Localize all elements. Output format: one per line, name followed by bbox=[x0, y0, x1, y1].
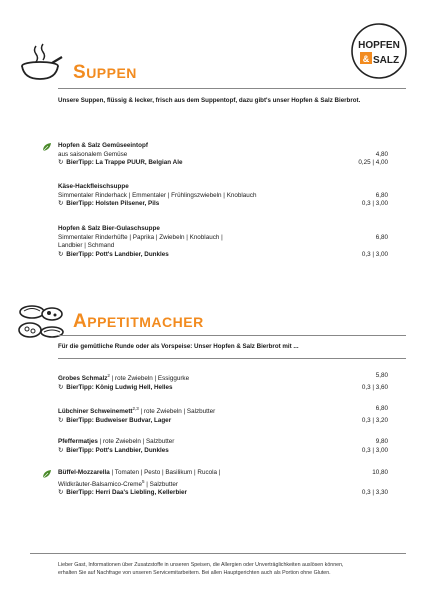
item-desc: Simmentaler Rinderhüfte | Paprika | Zwiebeln | Knoblauch | bbox=[58, 233, 223, 241]
suppen-intro: Unsere Suppen, flüssig & lecker, frisch aus dem Suppentopf, dazu gibt's unser Hopfen & Salz Bierbrot. bbox=[58, 97, 361, 104]
footer-note bbox=[58, 561, 408, 577]
beer-price: 0,3 | 3,00 bbox=[361, 446, 388, 454]
item-name: Pfeffermatjes bbox=[58, 438, 98, 445]
beer-tip: ↻ BierTipp: Herri Daa's Liebling, Kellerbier bbox=[58, 489, 187, 496]
soup-bowl-icon bbox=[18, 42, 64, 82]
item-price: 6,80 bbox=[375, 191, 388, 199]
beer-tip: ↻ BierTipp: König Ludwig Hell, Helles bbox=[58, 384, 173, 391]
footer-line: erhalten Sie auf Nachfrage von unseren Servicemitarbeitern. Bei allen Hauptgerichten auch als Portion ohne Gluten. bbox=[58, 570, 331, 576]
item-price: 4,80 bbox=[375, 150, 388, 158]
beer-tip: ↻ BierTipp: Pott's Landbier, Dunkles bbox=[58, 447, 169, 454]
item-desc: | Tomaten | Pesto | Basilikum | Rucola | bbox=[109, 469, 221, 476]
menu-item bbox=[58, 372, 388, 392]
item-desc: Landbier | Schmand bbox=[58, 242, 115, 250]
item-desc: | Salzbutter bbox=[144, 480, 178, 488]
beer-price: 0,3 | 3,30 bbox=[361, 489, 388, 497]
hopfen-salz-logo bbox=[350, 22, 408, 80]
leaf-icon bbox=[42, 142, 52, 152]
menu-item bbox=[58, 225, 388, 259]
item-price: 9,80 bbox=[375, 438, 388, 445]
item-desc: | rote Zwiebeln | Essiggurke bbox=[109, 375, 190, 383]
item-price: 6,80 bbox=[375, 233, 388, 241]
svg-text:&: & bbox=[362, 54, 370, 64]
menu-item bbox=[58, 142, 388, 168]
section-title-appetitmacher bbox=[73, 311, 204, 333]
item-name: Lübchiner Schweinemett bbox=[58, 408, 133, 416]
beer-tip: ↻ BierTipp: Holsten Pilsener, Pils bbox=[58, 200, 159, 207]
title-cap: A bbox=[73, 311, 88, 332]
divider bbox=[58, 335, 406, 336]
title-rest: PPETITMACHER bbox=[87, 314, 204, 330]
appetizer-icon bbox=[16, 300, 66, 340]
footer-divider bbox=[30, 553, 406, 554]
item-name: Grobes Schmalz bbox=[58, 375, 108, 383]
appetit-intro: Für die gemütliche Runde oder als Vorspeise: Unser Hopfen & Salz Bierbrot mit ... bbox=[58, 343, 299, 350]
allergen-note: 2,3 bbox=[132, 406, 139, 411]
footer-line: Lieber Gast, Informationen über Zusatzstoffe in unseren Speisen, die Allergien oder Unverträglichkeiten auslösen können, bbox=[58, 562, 344, 568]
item-desc: | rote Zwiebeln | Salzbutter bbox=[97, 438, 175, 445]
beer-tip: ↻ BierTipp: La Trappe PUUR, Belgian Ale bbox=[58, 159, 182, 166]
item-name: Büffel-Mozzarella bbox=[58, 469, 110, 476]
beer-price: 0,3 | 3,20 bbox=[361, 416, 388, 424]
item-desc: Simmentaler Rinderhack | Emmentaler | Frühlingszwiebeln | Knoblauch bbox=[58, 191, 257, 199]
item-name: Hopfen & Salz Bier-Gulaschsuppe bbox=[58, 225, 160, 232]
menu-item bbox=[58, 438, 388, 455]
item-price: 5,80 bbox=[375, 372, 388, 379]
title-rest: UPPEN bbox=[86, 65, 137, 81]
beer-price: 0,3 | 3,00 bbox=[361, 200, 388, 208]
item-desc: aus saisonalem Gemüse bbox=[58, 150, 128, 158]
beer-tip: ↻ BierTipp: Pott's Landbier, Dunkles bbox=[58, 251, 169, 258]
menu-item bbox=[58, 183, 388, 209]
item-price: 10,80 bbox=[372, 469, 388, 476]
allergen-note: 5 bbox=[141, 478, 145, 484]
item-name: Käse-Hackfleischsuppe bbox=[58, 183, 129, 190]
item-desc: Wildkräuter-Balsamico-Creme bbox=[58, 480, 142, 488]
divider bbox=[58, 358, 406, 359]
item-desc: | rote Zwiebeln | Salzbutter bbox=[138, 408, 216, 416]
beer-tip: ↻ BierTipp: Budweiser Budvar, Lager bbox=[58, 417, 171, 424]
item-name: Hopfen & Salz Gemüseeintopf bbox=[58, 142, 148, 149]
divider bbox=[58, 88, 406, 89]
leaf-icon bbox=[42, 469, 52, 479]
logo-text-top: HOPFEN bbox=[358, 40, 400, 51]
beer-price: 0,3 | 3,60 bbox=[361, 383, 388, 391]
item-price: 6,80 bbox=[375, 405, 388, 412]
title-cap: S bbox=[73, 62, 87, 83]
allergen-note: 2 bbox=[107, 373, 110, 378]
menu-item bbox=[58, 405, 388, 425]
beer-price: 0,25 | 4,00 bbox=[358, 159, 388, 167]
beer-price: 0,3 | 3,00 bbox=[361, 250, 388, 258]
section-title-suppen bbox=[73, 62, 137, 84]
menu-item bbox=[58, 469, 388, 498]
logo-text-bottom: SALZ bbox=[372, 55, 400, 66]
